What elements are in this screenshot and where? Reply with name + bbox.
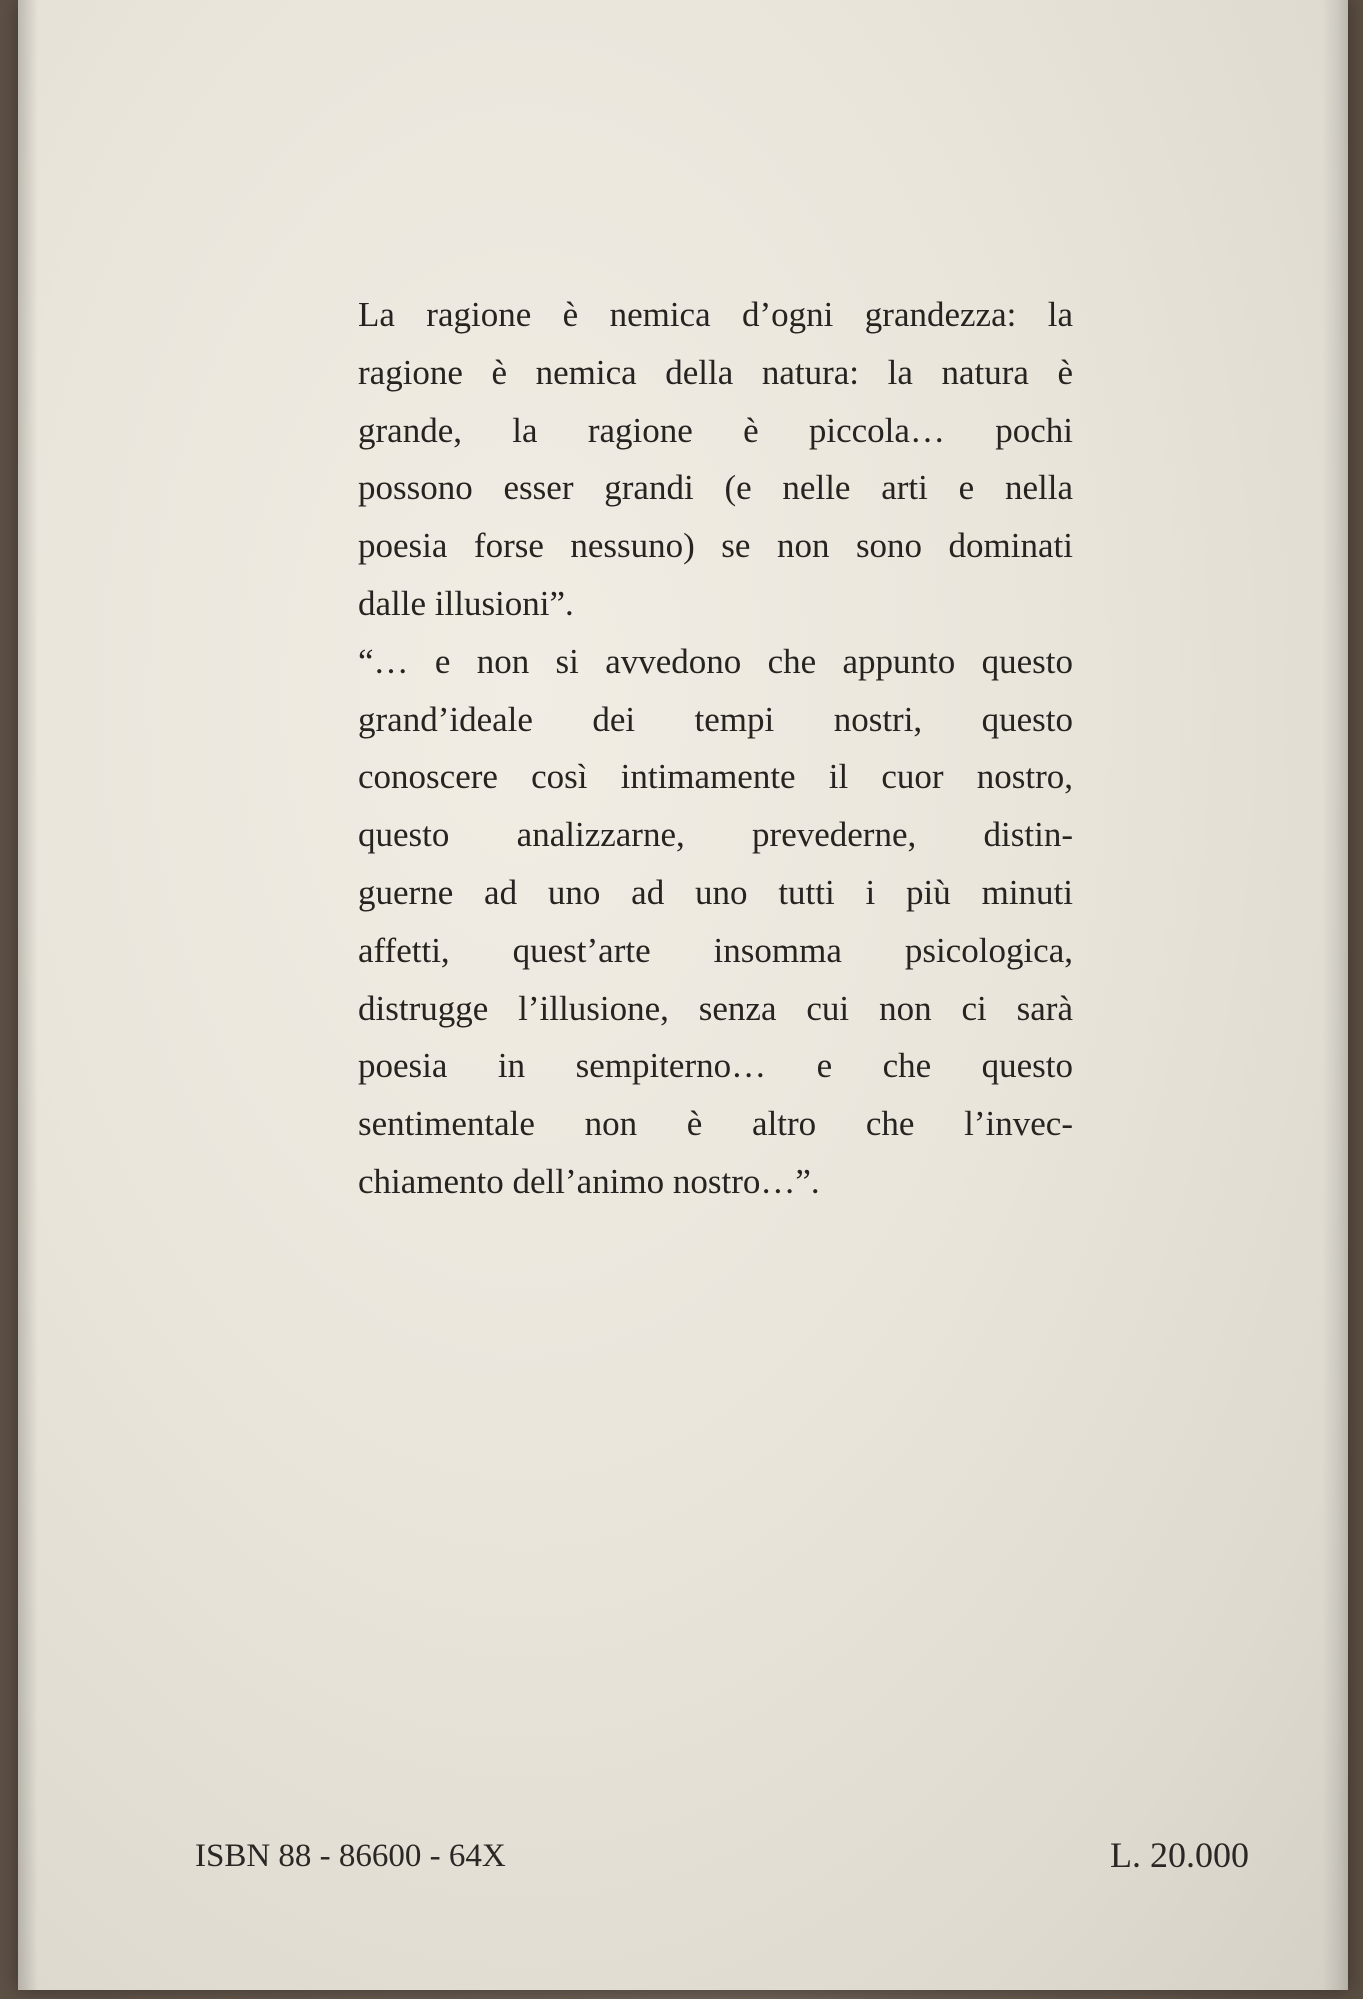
quote-line: grande, la ragione è piccola… pochi bbox=[358, 410, 1073, 450]
quote-line: questo analizzarne, prevederne, distin- bbox=[358, 815, 1073, 855]
quote-line: “… e non si avvedono che appunto questo bbox=[358, 641, 1073, 681]
quote-line: poesia forse nessuno) se non sono dominati bbox=[358, 526, 1073, 566]
quote-line: dalle illusioni”. bbox=[358, 583, 574, 623]
book-back-cover bbox=[18, 0, 1348, 1990]
isbn-code: ISBN 88 - 86600 - 64X bbox=[195, 1838, 506, 1874]
quote-line: distrugge l’illusione, senza cui non ci sarà bbox=[358, 988, 1073, 1028]
quote-line: grand’ideale dei tempi nostri, questo bbox=[358, 699, 1073, 739]
quote-line: sentimentale non è altro che l’invec- bbox=[358, 1104, 1073, 1144]
quote-line: guerne ad uno ad uno tutti i più minuti bbox=[358, 872, 1073, 912]
quote-line: chiamento dell’animo nostro…”. bbox=[358, 1161, 820, 1201]
quote-line: ragione è nemica della natura: la natura è bbox=[358, 352, 1073, 392]
quote-text-block bbox=[358, 286, 1073, 1211]
cover-edge-shadow bbox=[18, 0, 38, 1990]
quote-line: possono esser grandi (e nelle arti e nella bbox=[358, 468, 1073, 508]
quote-line: La ragione è nemica d’ogni grandezza: la bbox=[358, 295, 1073, 334]
price-label: L. 20.000 bbox=[1110, 1835, 1249, 1875]
quote-line: affetti, quest’arte insomma psicologica, bbox=[358, 930, 1073, 970]
quote-line: poesia in sempiterno… e che questo bbox=[358, 1046, 1073, 1086]
quote-line: conoscere così intimamente il cuor nostro, bbox=[358, 757, 1073, 797]
